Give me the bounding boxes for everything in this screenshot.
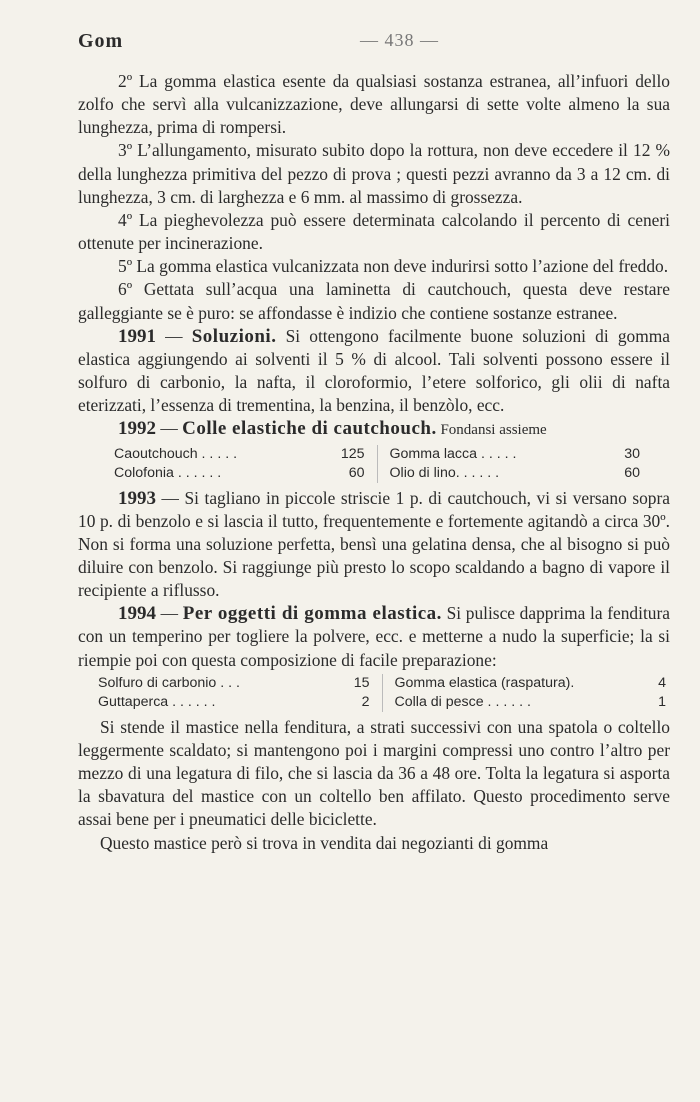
ingredient-name: Gomma lacca . . . . . [389, 445, 517, 462]
section-number: 1991 [118, 325, 156, 347]
section-1993 [78, 487, 670, 603]
ingredient-qty: 60 [624, 464, 640, 481]
section-dash: — [156, 487, 185, 508]
page-header [78, 30, 670, 70]
ingredient-name: Colla di pesce . . . . . . [394, 693, 531, 710]
page-body [78, 70, 670, 855]
paragraph: 5º La gomma elastica vulcanizzata non deve indurirsi sotto l’azione del freddo. [118, 256, 669, 277]
ingredient-name: Gomma elastica (raspatura). [394, 674, 575, 691]
section-title: Colle elastiche di cautchouch. [182, 418, 437, 440]
section-text: Si tagliano in piccole striscie 1 p. di cautchouch, vi si versano sopra 10 p. di benzolo e si lascia il tutto, frequentemente e fortemente agitandò a circa 30º. Non si forma una soluzione perfetta, bensì una gelatina densa, che al bisogno si può diluire con benzolo. Si raggiunge più presto lo scopo scaldando a bagno di vapore il recipiente a riflusso. [78, 487, 670, 601]
section-text: Si ottengono facilmente buone soluzioni di gomma elastica aggiungendo ai solventi il 5 % di alcool. Tali solventi possono essere il solfuro di carbonio, la nafta, il cloroformio, l’etere solforico, gli olii di nafta eterizzati, l’essenza di trementina, la benzina, il benzòlo, ecc. [78, 325, 670, 416]
ingredient-qty: 2 [361, 693, 370, 710]
section-text: Fondansi assieme [436, 422, 547, 439]
paragraph: Si stende il mastice nella fenditura, a strati successivi con una spatola o coltello leggermente scaldato; si mantengono poi i margini compressi uno contro l’altro per mezzo di una legatura di filo, che si lascia da 36 a 48 ore. Tolta la legatura si asporta la sbavatura del mastice con un coltello ben affilato. Questo procedimento serve assai bene per i pneumatici delle biciclette. [78, 716, 670, 830]
ingredient-qty: 125 [340, 445, 365, 462]
section-title: Per oggetti di gomma elastica. [182, 603, 442, 625]
ingredient-name: Olio di lino. . . . . . [389, 464, 500, 481]
ingredient-qty: 4 [658, 674, 666, 691]
section-number: 1993 [118, 487, 156, 509]
section-dash: — [156, 418, 183, 439]
recipe-row [114, 464, 640, 483]
section-number: 1994 [118, 603, 156, 625]
recipe-row [98, 674, 666, 693]
section-number: 1992 [118, 418, 156, 440]
paragraph: 4º La pieghevolezza può essere determinata calcolando il percento di ceneri ottenute per incinerazione. [78, 209, 670, 254]
ingredient-qty: 30 [624, 445, 640, 462]
paragraph: Questo mastice però si trova in vendita dai negozianti di gomma [100, 832, 549, 853]
paragraph: 3º L’allungamento, misurato subito dopo la rottura, non deve eccedere il 12 % della lunghezza primitiva del pezzo di prova ; questi pezzi avranno da 3 a 12 cm. di lunghezza, 3 cm. di larghezza e 6 mm. al massimo di grossezza. [78, 140, 670, 207]
ingredient-name: Guttaperca . . . . . . [98, 693, 216, 710]
section-dash: — [156, 325, 192, 346]
ingredient-qty: 1 [658, 693, 666, 710]
section-1992 [78, 417, 670, 442]
recipe-table [78, 674, 670, 712]
section-dash: — [156, 603, 183, 624]
ingredient-qty: 60 [348, 464, 365, 481]
section-1991 [78, 325, 670, 418]
ingredient-name: Solfuro di carbonio . . . [98, 674, 240, 691]
section-1994 [78, 602, 670, 671]
section-title: Soluzioni. [191, 325, 277, 347]
running-head: Gom [78, 30, 124, 52]
page-number: — 438 — [360, 30, 439, 50]
ingredient-name: Colofonia . . . . . . [114, 464, 222, 481]
section-text: Si pulisce dapprima la fenditura con un temperino per togliere la polvere, ecc. e metterne a nudo la superficie; la si riempie poi con questa composizione di facile preparazione: [78, 603, 670, 670]
recipe-row [98, 693, 666, 712]
ingredient-qty: 15 [353, 674, 370, 691]
ingredient-name: Caoutchouch . . . . . [114, 445, 238, 462]
recipe-row [114, 445, 640, 464]
paragraph: 2º La gomma elastica esente da qualsiasi sostanza estranea, all’infuori dello zolfo che servì alla vulcanizzazione, deve allungarsi di sette volte almeno la sua lunghezza, prima di rompersi. [78, 71, 670, 138]
recipe-table [78, 445, 670, 483]
paragraph: 6º Gettata sull’acqua una laminetta di cautchouch, questa deve restare galleggiante se è puro: se affondasse è indizio che contiene sostanze estranee. [78, 279, 670, 323]
